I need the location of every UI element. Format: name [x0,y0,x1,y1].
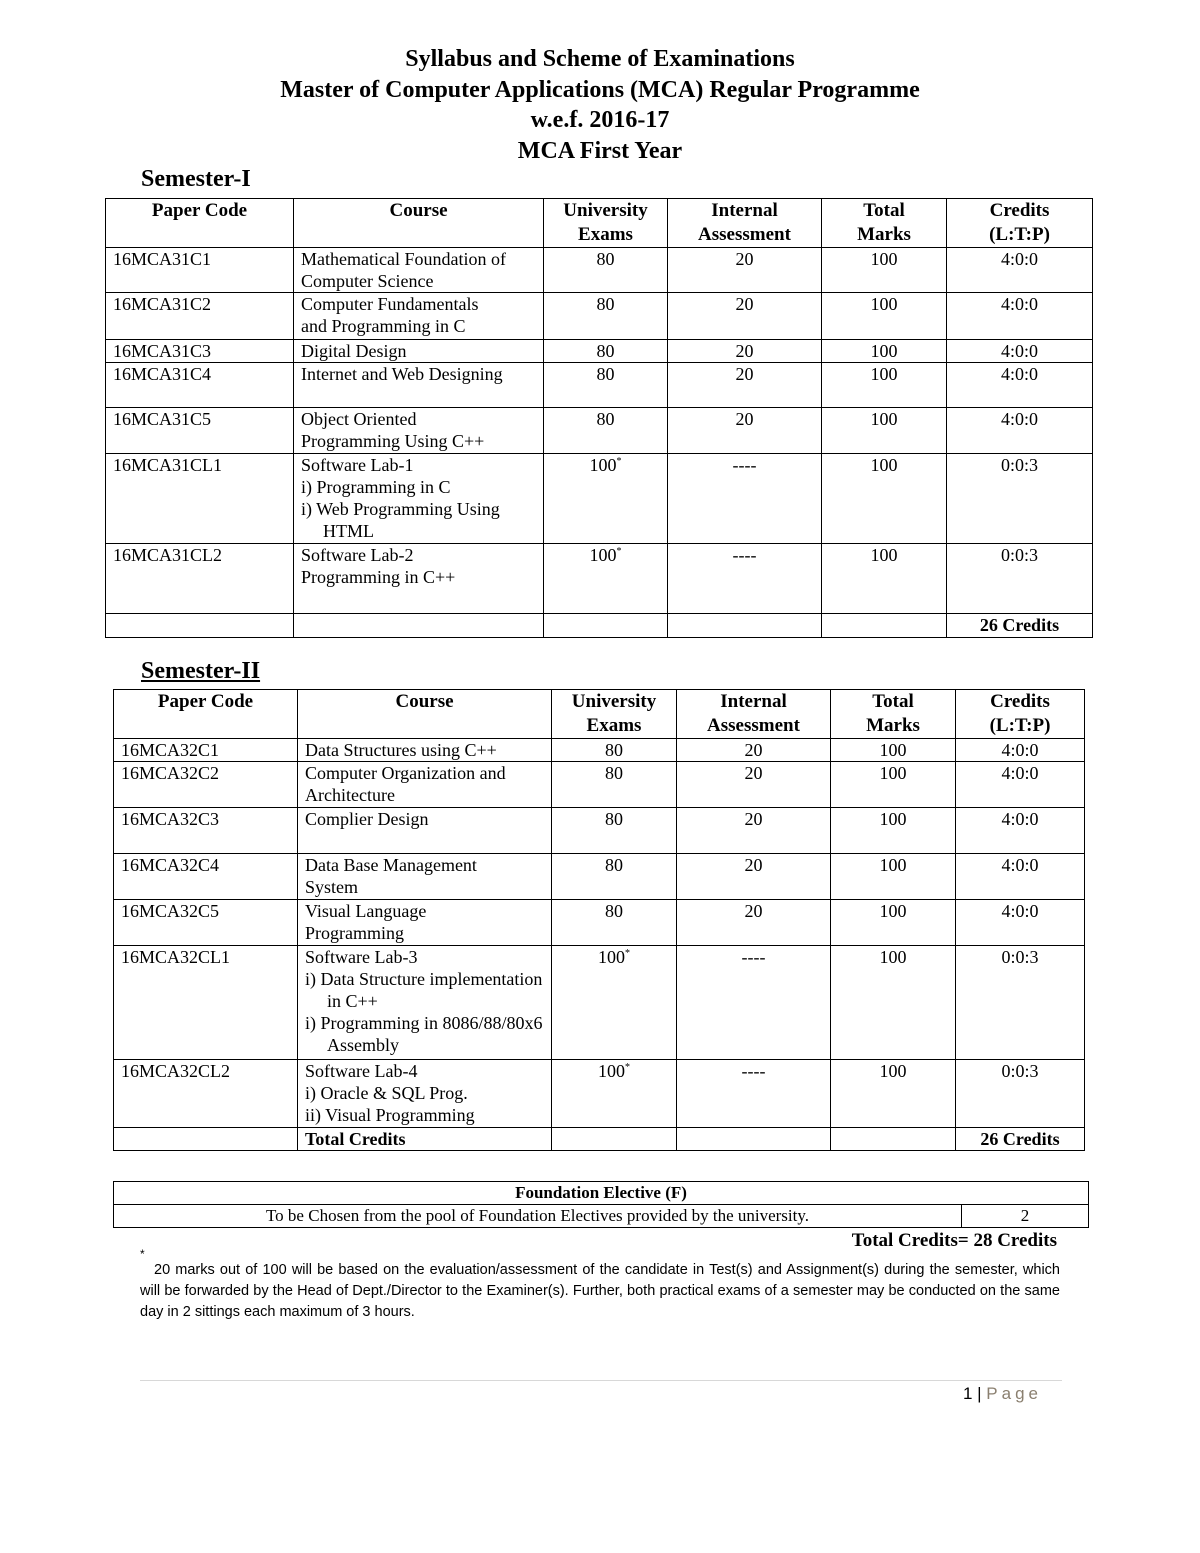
internal-cell: 20 [668,340,822,363]
course-line: Computer Fundamentals [301,294,479,314]
course-cell [294,544,544,614]
paper-code-cell: 16MCA31C3 [106,340,294,363]
total-credits-value: 26 Credits [956,1128,1085,1151]
table-row [114,1060,1085,1128]
internal-cell: 20 [677,900,831,946]
course-line: Mathematical Foundation of [301,249,506,269]
paper-code-cell: 16MCA31CL2 [106,544,294,614]
paper-code-cell: 16MCA32C5 [114,900,298,946]
asterisk-mark: * [625,948,630,959]
paper-code-cell: 16MCA32CL2 [114,1060,298,1128]
total-row [114,1128,1085,1151]
table-row [114,808,1085,854]
table-header-row [114,690,1085,739]
paper-code-cell: 16MCA32C2 [114,762,298,808]
course-line: Data Structures using C++ [305,740,497,760]
course-line: Computer Organization and [305,763,506,783]
uni-cell: 80 [552,762,677,808]
title-line-2: Master of Computer Applications (MCA) Regular Programme [280,76,920,103]
col-credits: Credits (L:T:P) [947,199,1093,248]
page-label: Page [986,1384,1042,1403]
table-row [114,854,1085,900]
total-cell: 100 [831,762,956,808]
page-number [963,1384,1042,1404]
uni-cell: 80 [552,854,677,900]
paper-code-cell: 16MCA31C5 [106,408,294,454]
course-line: System [305,877,359,897]
uni-cell: 80 [544,293,668,340]
credits-cell: 0:0:3 [947,544,1093,614]
internal-cell: 20 [668,293,822,340]
internal-cell: 20 [668,363,822,408]
course-cell [294,293,544,340]
course-line: Programming in C++ [301,567,456,587]
course-cell [298,900,552,946]
col-paper-code: Paper Code [114,690,298,739]
total-cell: 100 [822,544,947,614]
course-line: i) Web Programming Using HTML [301,499,500,541]
course-line: Computer Science [301,271,434,291]
total-cell: 100 [831,739,956,762]
total-credits-label: Total Credits [298,1128,552,1151]
paper-code-cell: 16MCA31C4 [106,363,294,408]
col-internal-assessment: Internal Assessment [677,690,831,739]
uni-cell: 100* [552,946,677,1060]
col-university-exams: University Exams [544,199,668,248]
uni-cell: 100* [544,544,668,614]
paper-code-cell: 16MCA31CL1 [106,454,294,544]
title-line-1: Syllabus and Scheme of Examinations [405,46,795,72]
credits-cell: 4:0:0 [956,739,1085,762]
internal-cell: 20 [677,808,831,854]
credits-cell: 4:0:0 [956,854,1085,900]
internal-cell: ---- [668,454,822,544]
course-cell [294,363,544,408]
uni-cell: 80 [544,363,668,408]
credits-cell: 4:0:0 [947,293,1093,340]
internal-cell: 20 [668,248,822,293]
paper-code-cell: 16MCA31C1 [106,248,294,293]
semester-2-table [113,689,1085,1151]
footnote-text: 20 marks out of 100 will be based on the evaluation/assessment of the candidate in Test(s) and Assignment(s) during the semester, which will be forwarded by the Head of Dept./Director to the Examiner(s). Further, both practical exams of a semester may be conducted on the same day in 2 sittings each maximum of 3 hours. [140,1262,1060,1320]
internal-cell: 20 [677,762,831,808]
total-cell: 100 [831,1060,956,1128]
course-cell [294,454,544,544]
elective-heading: Foundation Elective (F) [114,1182,1089,1205]
course-cell [294,408,544,454]
semester-1-heading: Semester-I [141,166,251,192]
course-line: ii) Visual Programming [305,1105,475,1125]
foundation-elective-table [113,1181,1089,1228]
internal-cell: 20 [677,854,831,900]
credits-cell: 4:0:0 [956,762,1085,808]
total-cell: 100 [822,363,947,408]
total-cell: 100 [822,340,947,363]
course-cell [298,808,552,854]
total-cell: 100 [831,808,956,854]
elective-description: To be Chosen from the pool of Foundation Electives provided by the university. [114,1205,962,1228]
course-line: Programming [305,923,404,943]
title-line-3: w.e.f. 2016-17 [530,107,670,133]
uni-cell: 80 [552,808,677,854]
semester-1-table [105,198,1093,638]
uni-cell: 80 [544,340,668,363]
course-line: Software Lab-4 [305,1061,418,1081]
course-line: i) Programming in 8086/88/80x6 Assembly [305,1013,543,1055]
total-cell: 100 [822,454,947,544]
credits-cell: 4:0:0 [947,408,1093,454]
credits-cell: 0:0:3 [947,454,1093,544]
course-line: Software Lab-3 [305,947,418,967]
uni-cell: 100* [552,1060,677,1128]
course-line: Software Lab-2 [301,545,414,565]
footnote-asterisk: * [140,1247,145,1261]
course-cell [298,762,552,808]
paper-code-cell: 16MCA32C4 [114,854,298,900]
credits-cell: 4:0:0 [947,340,1093,363]
col-total-marks: Total Marks [822,199,947,248]
col-internal-assessment: Internal Assessment [668,199,822,248]
uni-cell: 100* [544,454,668,544]
uni-cell: 80 [552,900,677,946]
col-credits: Credits (L:T:P) [956,690,1085,739]
credits-cell: 0:0:3 [956,1060,1085,1128]
course-line: Architecture [305,785,395,805]
total-cell: 100 [822,293,947,340]
paper-code-cell: 16MCA31C2 [106,293,294,340]
course-cell [298,946,552,1060]
internal-cell: 20 [677,739,831,762]
total-cell: 100 [831,900,956,946]
semester-2-heading: Semester-II [141,658,261,684]
course-line: Programming Using C++ [301,431,485,451]
internal-cell: ---- [677,1060,831,1128]
paper-code-cell: 16MCA32C3 [114,808,298,854]
table-row [106,363,1093,408]
asterisk-mark: * [616,546,622,557]
uni-cell: 80 [544,408,668,454]
course-cell [294,340,544,363]
table-row [114,762,1085,808]
uni-cell: 80 [544,248,668,293]
table-header-row [106,199,1093,248]
col-course: Course [294,199,544,248]
col-paper-code: Paper Code [106,199,294,248]
course-cell [298,1060,552,1128]
internal-cell: ---- [677,946,831,1060]
total-cell: 100 [822,408,947,454]
total-row [106,614,1093,638]
document-title [0,44,1200,166]
col-total-marks: Total Marks [831,690,956,739]
paper-code-cell: 16MCA32CL1 [114,946,298,1060]
course-line: Digital Design [301,341,407,361]
course-cell [294,248,544,293]
col-course: Course [298,690,552,739]
footer-divider [140,1380,1062,1381]
course-line: i) Oracle & SQL Prog. [305,1083,468,1103]
table-row [106,408,1093,454]
asterisk-mark: * [616,456,622,467]
table-row [106,293,1093,340]
elective-credits: 2 [962,1205,1089,1228]
table-row [106,340,1093,363]
page-separator: | [977,1384,982,1403]
credits-cell: 4:0:0 [947,363,1093,408]
total-cell: 100 [822,248,947,293]
course-line: Software Lab-1 [301,455,414,475]
asterisk-mark: * [625,1062,630,1073]
total-credits-value: 26 Credits [947,614,1093,638]
table-row [114,900,1085,946]
credits-cell: 0:0:3 [956,946,1085,1060]
footnote [140,1248,1060,1323]
table-row [106,544,1093,614]
total-cell: 100 [831,946,956,1060]
course-line: Data Base Management [305,855,477,875]
course-line: Complier Design [305,809,429,829]
course-line: i) Programming in C [301,477,451,497]
total-cell: 100 [831,854,956,900]
internal-cell: ---- [668,544,822,614]
course-cell [298,739,552,762]
table-row [114,739,1085,762]
col-university-exams: University Exams [552,690,677,739]
title-line-4: MCA First Year [517,137,683,164]
grand-total-credits: Total Credits= 28 Credits [851,1230,1057,1251]
course-line: and Programming in C [301,316,466,336]
table-row [106,248,1093,293]
page-number-value: 1 [962,1384,973,1403]
table-row [106,454,1093,544]
course-line: Object Oriented [301,409,417,429]
table-row [114,946,1085,1060]
internal-cell: 20 [668,408,822,454]
course-cell [298,854,552,900]
credits-cell: 4:0:0 [956,900,1085,946]
credits-cell: 4:0:0 [956,808,1085,854]
paper-code-cell: 16MCA32C1 [114,739,298,762]
uni-cell: 80 [552,739,677,762]
course-line: Visual Language [305,901,427,921]
course-line: Internet and Web Designing [301,364,503,384]
credits-cell: 4:0:0 [947,248,1093,293]
course-line: i) Data Structure implementation in C++ [305,969,543,1011]
